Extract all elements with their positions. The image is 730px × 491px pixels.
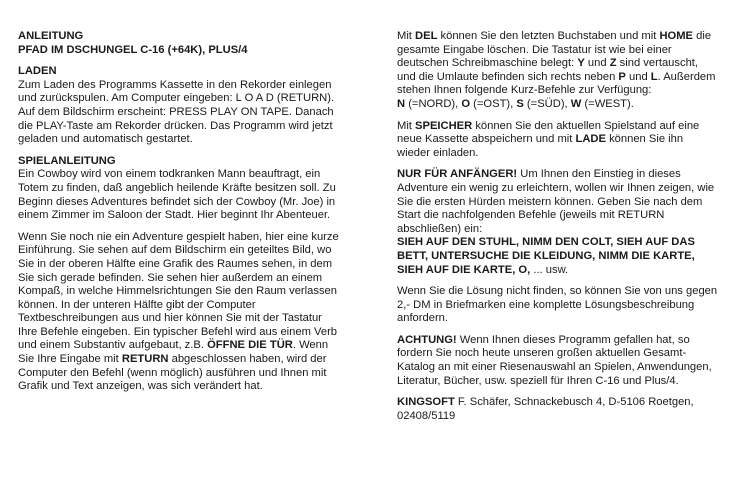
dir-label-n: (=NORD), — [405, 97, 462, 110]
doc-title: ANLEITUNG — [18, 30, 84, 42]
direction-shortcuts — [397, 98, 719, 112]
kb-and-1: und — [584, 57, 610, 70]
spielanleitung-para2 — [18, 231, 340, 394]
para2-text-b: . Wenn Sie Ihre Eingabe mit — [18, 339, 329, 366]
save-text-c: können Sie ihn wieder einladen. — [397, 133, 684, 159]
save-text-b: können Sie den aktuellen Spielstand auf eine neue Kassette abspeichern und mit — [397, 119, 700, 146]
dir-label-o: (=OST), — [470, 97, 517, 110]
beginner-paragraph — [397, 168, 719, 277]
left-column — [18, 30, 340, 402]
beginner-text: Um Ihnen den Einstieg in dieses Adventure ein wenig zu erleichtern, wollen wir Ihnen zeigen, wie Sie die ersten Hürden meistern können. Geben Sie nach dem Start die nachfolgenden Befehle (jeweils mit RETURN abschließen) ein: — [397, 168, 715, 235]
z-key: Z — [609, 57, 617, 70]
dir-key-o: O — [461, 97, 471, 110]
beginner-tail: ... usw. — [530, 263, 569, 276]
kb-text-e: . Außerdem stehen Ihnen folgende Kurz-Befehle zur Verfügung: — [397, 70, 716, 97]
attention-text: Wenn Ihnen dieses Programm gefallen hat, so fordern Sie noch heute unseren großen aktuellen Gesamt-Katalog an mit einer Riesenauswahl an Spielen, Anwendungen, Literatur, Bücher, usw. speziell für Ihren C-16 und Plus/4. — [397, 333, 712, 387]
kb-text-c: die gesamte Eingabe löschen. Die Tastatur ist wie bei einer deutschen Schreibmaschine belegt: — [397, 30, 712, 70]
doc-subtitle: PFAD IM DSCHUNGEL C-16 (+64K), PLUS/4 — [18, 43, 248, 56]
keyboard-paragraph — [397, 30, 719, 98]
del-key: DEL — [415, 30, 438, 42]
para2-text-a: Wenn Sie noch nie ein Adventure gespielt haben, hier eine kurze Einführung. Sie sehen auf dem Bildschirm ein geteiltes Bild, wo Sie in der oberen Hälfte eine Grafik des Raumes sehen, in dem Sie sich gerade befinden. Sie sehen hier außerdem an einem Kompaß, in welche Himmelsrichtungen Sie den Raum verlassen können. In der unteren Hälfte gibt der Computer Textbeschreibungen aus und hier können Sie mit der Tastatur Ihre Befehle eingeben. Ein typischer Befehl wird aus einem Verb und einem Substantiv aufgebaut, z.B. — [18, 230, 339, 352]
spielanleitung-para1: Ein Cowboy wird von einem todkranken Mann beauftragt, ein Totem zu finden, daß angeblich heilende Kräfte besitzen soll. Zu Beginn dieses Adventures befindet sich der Cowboy (Mr. Joe) in einem Zimmer im Saloon der Stadt. Hier beginnt Ihr Abenteuer. — [18, 168, 336, 222]
save-paragraph — [397, 120, 719, 161]
beginner-heading: NUR FÜR ANFÄNGER! — [397, 168, 518, 181]
kb-text-b: können Sie den letzten Buchstaben und mit — [437, 30, 660, 42]
attention-heading: ACHTUNG! — [397, 333, 457, 346]
publisher-paragraph — [397, 396, 719, 423]
laden-text: Zum Laden des Programms Kassette in den Rekorder einlegen und zurückspulen. Am Computer eingeben: L O A D (RETURN). Auf dem Bildschirm erscheint: PRESS PLAY ON TAPE. Danach die PLAY-Taste am Rekorder drücken. Das Programm wird jetzt geladen und automatisch gestartet. — [18, 78, 335, 146]
laden-heading: LADEN — [18, 65, 57, 78]
lade-command: LADE — [575, 133, 606, 146]
kb-text-d: sind vertauscht, und die Umlaute befinden sich rechts neben — [397, 57, 699, 83]
para2-example-command: ÖFFNE DIE TÜR — [207, 339, 293, 352]
dir-label-w: (=WEST). — [581, 97, 634, 110]
para2-return-key: RETURN — [121, 353, 169, 366]
kb-text-a: Mit — [397, 30, 416, 42]
l-key: L — [650, 70, 658, 83]
home-key: HOME — [659, 30, 694, 42]
kb-and-2: und — [625, 70, 651, 83]
save-text-a: Mit — [397, 119, 416, 132]
speicher-command: SPEICHER — [415, 119, 473, 132]
y-key: Y — [577, 57, 585, 70]
dir-key-w: W — [570, 97, 582, 110]
spielanleitung-heading: SPIELANLEITUNG — [18, 154, 116, 167]
dir-key-s: S — [516, 97, 524, 110]
beginner-commands: SIEH AUF DEN STUHL, NIMM DEN COLT, SIEH AUF DAS BETT, UNTERSUCHE DIE KLEIDUNG, NIMM DIE KARTE, SIEH AUF DIE KARTE, O, — [397, 236, 695, 276]
solution-paragraph: Wenn Sie die Lösung nicht finden, so können Sie von uns gegen 2,- DM in Briefmarken eine komplette Lösungsbeschreibung anfordern. — [397, 285, 718, 325]
publisher-name: KINGSOFT — [397, 396, 455, 409]
attention-paragraph — [397, 334, 719, 388]
p-key: P — [618, 70, 626, 83]
publisher-address: F. Schäfer, Schnackebusch 4, D-5106 Roetgen, 02408/5119 — [397, 396, 694, 422]
para2-text-c: abgeschlossen haben, wird der Computer den Befehl (wenn möglich) ausführen und Ihnen mit Grafik und Text anzeigen, was sich verändert hat. — [18, 353, 327, 393]
dir-label-s: (=SÜD), — [523, 97, 571, 110]
dir-key-n: N — [397, 97, 406, 110]
right-column — [397, 30, 719, 431]
